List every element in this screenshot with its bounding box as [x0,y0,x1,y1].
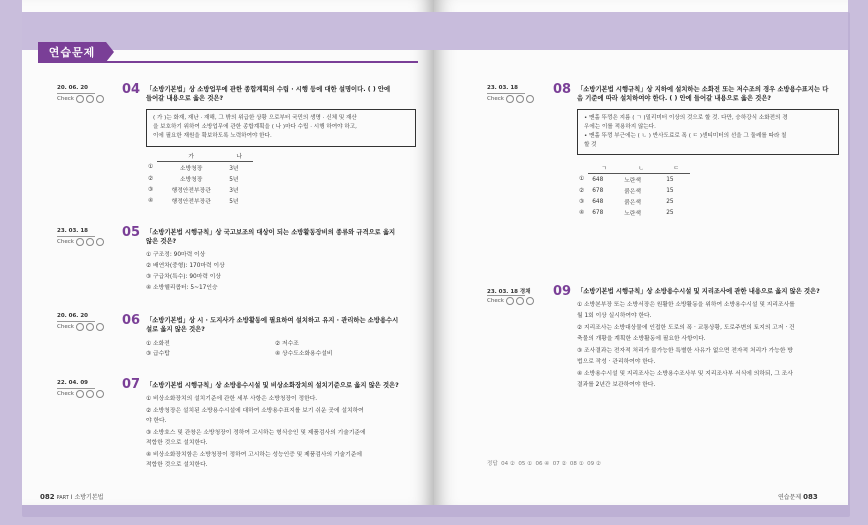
answer-item: 05 ① [518,461,533,467]
header-band-right [434,12,848,50]
check-circle-icon[interactable] [76,95,84,103]
q04-text-line2: 들어갈 내용으로 옳은 것은? [146,95,224,102]
q09-option-2[interactable]: ② 지리조사는 소방대상물에 인접한 도로의 폭 · 교통상황, 도로주변의 토지의 고저 · 건 [577,325,795,331]
q09-option-1[interactable]: ① 소방본부장 또는 소방서장은 원활한 소방활동을 위하여 소방용수시설 및 지리조사를 [577,302,795,308]
q08-box [577,109,839,155]
q04-check [57,95,104,103]
q07-check [57,390,104,398]
check-circle-icon[interactable] [516,297,524,305]
option-a: 행정안전부장관 [171,188,211,194]
q07-text-line1: 「소방기본법 시행규칙」상 소방용수시설 및 비상소화장치의 설치기준으로 옳지 않은 것은? [146,382,399,389]
q08-option-row[interactable] [575,196,690,207]
q04-option-row[interactable] [144,184,253,195]
q06-text-line1: 「소방기본법」상 시 · 도지사가 소방활동에 필요하여 설치하고 유지 · 관리하는 소방용수시 [146,317,399,324]
q06-number: 06 [122,313,141,328]
q08-number: 08 [553,82,572,97]
q04-box [146,109,416,147]
answer-key [487,459,601,467]
check-circle-icon[interactable] [96,323,104,331]
q06-option-2[interactable]: ② 저수조 [275,341,299,347]
answer-item: 08 ① [569,461,584,467]
q05-date: 23. 03. 18 [57,228,88,234]
q05-text-line2: 않은 것은? [146,238,177,245]
q04-col-a: 가 [157,150,225,162]
check-circle-icon[interactable] [86,95,94,103]
option-c: 25 [666,198,674,205]
q08-option-row[interactable] [575,174,690,186]
option-marker: ③ [579,198,585,205]
option-c: 15 [666,187,674,194]
check-label: Check [57,96,74,102]
q04-date: 20. 06. 20 [57,85,88,91]
q04-option-row[interactable] [144,162,253,174]
option-a: 678 [592,187,604,194]
footer-part-num: Ⅰ [70,494,73,501]
option-marker: ① [148,164,154,171]
q08-date: 23. 03. 18 [487,85,518,91]
q08-option-row[interactable] [575,185,690,196]
q05-text-line1: 「소방기본법 시행규칙」상 국고보조의 대상이 되는 소방활동장비의 종류와 규격으로 옳지 [146,229,396,236]
q05-option-2[interactable]: ② 배연차(중형): 170마력 이상 [146,263,225,269]
q07-date: 22. 04. 09 [57,380,88,386]
option-b: 3년 [229,188,239,194]
page-number-left: 082 [40,493,55,501]
q04-text-line1: 「소방기본법」상 소방업무에 관한 종합계획의 수립 · 시행 등에 대한 설명이다. ( ) 안에 [146,86,391,93]
q04-options-table [144,150,253,206]
q04-option-row[interactable] [144,173,253,184]
q06-text-line2: 설로 옳지 않은 것은? [146,326,205,333]
q06-option-3[interactable]: ③ 급수탑 [146,351,170,357]
right-footer [778,492,818,501]
q07-option-2[interactable]: ② 소방청장은 설치된 소방용수시설에 대하여 소방용수표지를 보기 쉬운 곳에 설치하여 [146,408,364,414]
q08-options-table [575,162,690,218]
q06-check [57,323,104,331]
check-circle-icon[interactable] [86,323,94,331]
check-circle-icon[interactable] [506,297,514,305]
check-circle-icon[interactable] [86,238,94,246]
option-a: 소방청장 [180,166,203,172]
q09-option-4[interactable]: ④ 소방용수시설 및 지리조사는 소방용수조사부 및 지리조사부 서식에 의하되, 그 조사 [577,371,793,377]
check-label: Check [57,239,74,245]
divider [57,236,95,237]
q09-date: 23. 03. 18 경채 [487,289,531,295]
check-circle-icon[interactable] [96,390,104,398]
q04-number: 04 [122,82,141,97]
q08-text-line1: 「소방기본법 시행규칙」상 지하에 설치하는 소화전 또는 저수조의 경우 소방용수표지는 다 [577,86,829,93]
q07-option-4-cont: 적합한 것으로 설치한다. [146,462,208,468]
option-marker: ③ [148,186,154,193]
check-circle-icon[interactable] [76,323,84,331]
option-marker: ① [579,176,585,183]
option-b: 5년 [229,199,239,205]
option-b: 노란색 [624,211,642,217]
check-label: Check [487,298,504,304]
q07-number: 07 [122,377,141,392]
q07-option-3-cont: 적합한 것으로 설치한다. [146,440,208,446]
page-number-right: 083 [803,493,818,501]
check-circle-icon[interactable] [516,95,524,103]
footer-title-right: 연습문제 [778,494,802,501]
q04-col-b: 나 [225,150,253,162]
footer-part: PART [56,495,69,501]
check-label: Check [57,391,74,397]
left-footer [40,492,103,501]
divider [57,388,95,389]
check-circle-icon[interactable] [76,238,84,246]
q08-col-a: ㄱ [588,162,620,174]
option-marker: ② [148,175,154,182]
option-a: 행정안전부장관 [171,199,211,205]
check-circle-icon[interactable] [96,238,104,246]
option-a: 소방청장 [180,177,203,183]
q05-option-1[interactable]: ① 구조정: 90마력 이상 [146,252,206,258]
divider [57,93,95,94]
answer-item: 07 ② [552,461,567,467]
q07-option-2-cont: 야 한다. [146,418,167,424]
section-tab: 연습문제 [38,42,106,62]
q06-option-4[interactable]: ④ 상수도소화용수설비 [275,351,333,357]
q04-box-line2: 을 보호하기 위하여 소방업무에 관한 종합계획을 ( 나 )마다 수립 · 시행 하여야 하고, [153,124,357,130]
option-b: 붉은색 [624,189,642,195]
q04-box-line1: ( 가 )는 화재, 재난 · 재해, 그 밖의 위급한 상황 으로부터 국민의 생명 · 신체 및 재산 [153,115,357,121]
right-page [434,0,848,505]
q04-box-line3: 이에 필요한 재원을 확보하도록 노력하여야 한다. [153,133,272,139]
answer-item: 09 ② [587,461,601,467]
option-a: 648 [592,198,604,205]
divider [487,93,525,94]
check-circle-icon[interactable] [526,297,534,305]
option-a: 678 [592,209,604,216]
q09-text-line1: 「소방기본법 시행규칙」상 소방용수시설 및 지리조사에 관한 내용으로 옳지 않은 것은? [577,288,820,295]
q09-number: 09 [553,284,572,299]
check-circle-icon[interactable] [506,95,514,103]
answer-item: 04 ② [501,461,515,467]
option-b: 3년 [229,166,239,172]
option-c: 25 [666,209,674,216]
q08-box-line2: 우에는 이를 적용하지 않는다. [584,124,656,130]
q08-col-b: ㄴ [620,162,662,174]
option-b: 붉은색 [624,200,642,206]
check-circle-icon[interactable] [526,95,534,103]
q08-text-line2: 음 기준에 따라 설치하여야 한다. ( ) 안에 들어갈 내용으로 옳은 것은? [577,95,772,102]
option-marker: ④ [579,209,585,216]
q09-check [487,297,534,305]
q05-number: 05 [122,225,141,240]
check-circle-icon[interactable] [76,390,84,398]
q09-option-4-cont: 결과를 2년간 보관하여야 한다. [577,382,656,388]
q06-date: 20. 06. 20 [57,313,88,319]
check-circle-icon[interactable] [86,390,94,398]
q08-col-c: ㄷ [662,162,690,174]
q08-box-line4: 할 것 [584,142,597,148]
divider [487,295,525,296]
check-circle-icon[interactable] [96,95,104,103]
q07-option-3[interactable]: ③ 소방호스 및 관창은 소방청장이 정하여 고시하는 형식승인 및 제품검사의 기술기준에 [146,430,366,436]
q08-box-line1: • 맨홀 뚜껑은 지름 ( ㄱ )밀리미터 이상의 것으로 할 것. 다만, 승하강식 소화전의 경 [584,115,788,121]
q09-option-3[interactable]: ③ 조사결과는 전자적 처리가 불가능한 특별한 사유가 없으면 전자적 처리가 가능한 방 [577,348,793,354]
footer-title-left: 소방기본법 [74,494,104,501]
q08-option-row[interactable] [575,207,690,218]
q09-option-1-cont: 월 1회 이상 실시하여야 한다. [577,313,652,319]
q09-option-3-cont: 법으로 작성 · 관리하여야 한다. [577,359,656,365]
q04-option-row[interactable] [144,195,253,206]
q05-option-4[interactable]: ④ 소방헬리콥터: 5~17인승 [146,285,218,291]
answer-key-label: 정답 [487,461,498,467]
q05-option-3[interactable]: ③ 구급차(특수): 90마력 이상 [146,274,221,280]
q09-option-2-cont: 축물의 개황을 계획한 소방활동에 필요한 사항이다. [577,336,706,342]
check-label: Check [57,324,74,330]
q07-option-4[interactable]: ④ 비상소화장치함은 소방청장이 정하여 고시하는 성능인증 및 제품검사의 기술기준에 [146,452,362,458]
option-b: 노란색 [624,178,642,184]
q08-box-line3: • 맨홀 뚜껑 부근에는 ( ㄴ ) 반사도료로 폭 ( ㄷ )센티미터의 선을 그 둘레를 따라 칠 [584,133,787,139]
q05-check [57,238,104,246]
header-rule [38,61,418,63]
check-label: Check [487,96,504,102]
q08-check [487,95,534,103]
q07-option-1[interactable]: ① 비상소화장치의 설치기준에 관한 세부 사항은 소방청장이 정한다. [146,396,318,402]
divider [57,321,95,322]
option-marker: ④ [148,197,154,204]
answer-item: 06 ④ [535,461,550,467]
option-a: 648 [592,176,604,183]
option-marker: ② [579,187,585,194]
option-c: 15 [666,176,674,183]
q06-option-1[interactable]: ① 소화전 [146,341,170,347]
option-b: 5년 [229,177,239,183]
